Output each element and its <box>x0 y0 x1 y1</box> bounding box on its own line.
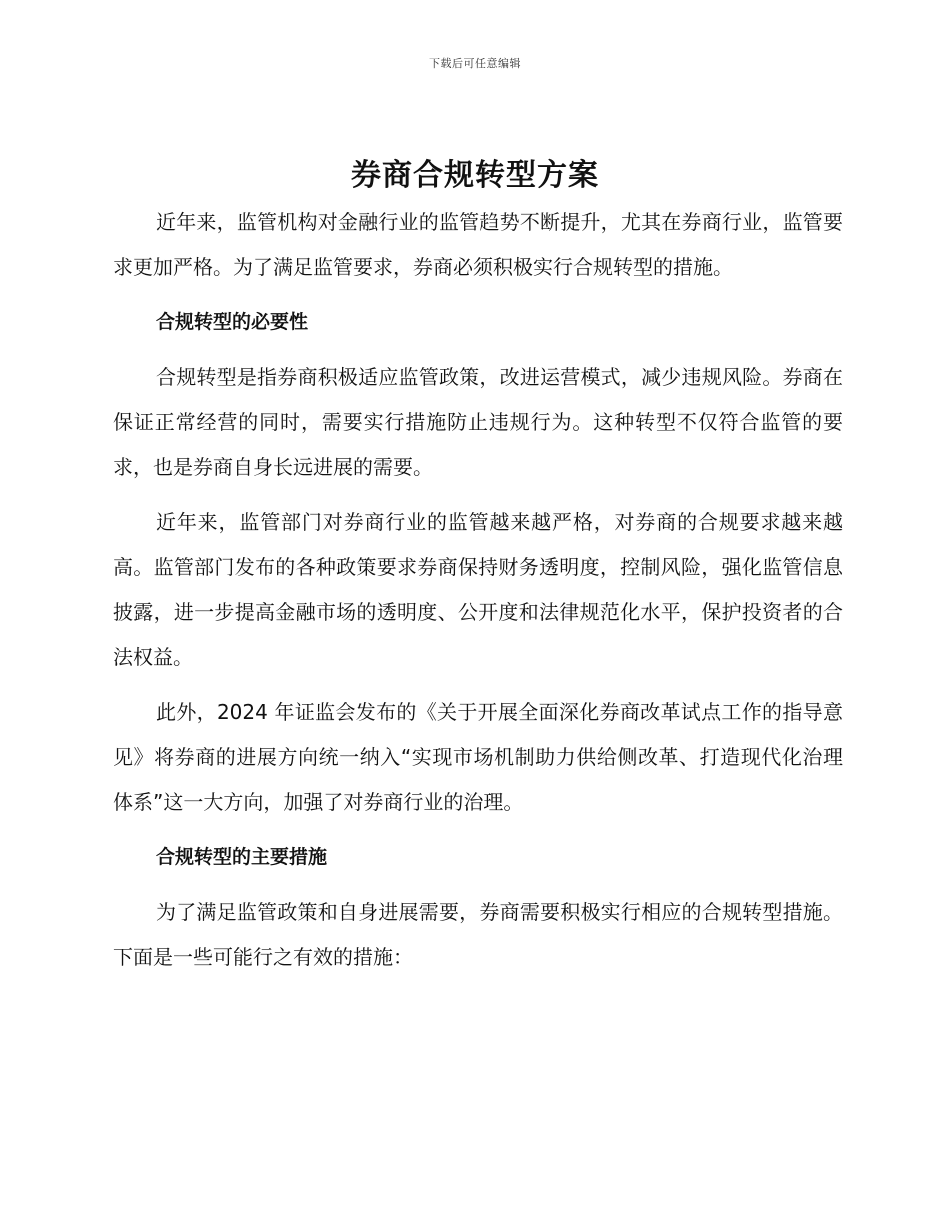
paragraph: 合规转型是指券商积极适应监管政策，改进运营模式，减少违规风险。券商在保证正常经营的同时，需要实行措施防止违规行为。这种转型不仅符合监管的要求，也是券商自身长远进展的需要。 <box>113 365 843 479</box>
page-header-note: 下载后可任意编辑 <box>429 57 521 70</box>
paragraph: 此外，2024 年证监会发布的《关于开展全面深化券商改革试点工作的指导意见》将券商的进展方向统一纳入“实现市场机制助力供给侧改革、打造现代化治理体系”这一大方向，加强了对券商行业的治理。 <box>113 700 843 814</box>
paragraph: 近年来，监管部门对券商行业的监管越来越严格，对券商的合规要求越来越高。监管部门发布的各种政策要求券商保持财务透明度，控制风险，强化监管信息披露，进一步提高金融市场的透明度、公开度和法律规范化水平，保护投资者的合法权益。 <box>113 510 843 669</box>
paragraph: 为了满足监管政策和自身进展需要，券商需要积极实行相应的合规转型措施。下面是一些可能行之有效的措施： <box>113 900 843 969</box>
section-heading-necessity: 合规转型的必要性 <box>156 311 309 333</box>
section-heading-measures: 合规转型的主要措施 <box>156 846 328 868</box>
document-body <box>113 200 843 980</box>
document-title: 券商合规转型方案 <box>351 158 599 193</box>
intro-paragraph: 近年来，监管机构对金融行业的监管趋势不断提升，尤其在券商行业，监管要求更加严格。为了满足监管要求，券商必须积极实行合规转型的措施。 <box>113 210 843 279</box>
